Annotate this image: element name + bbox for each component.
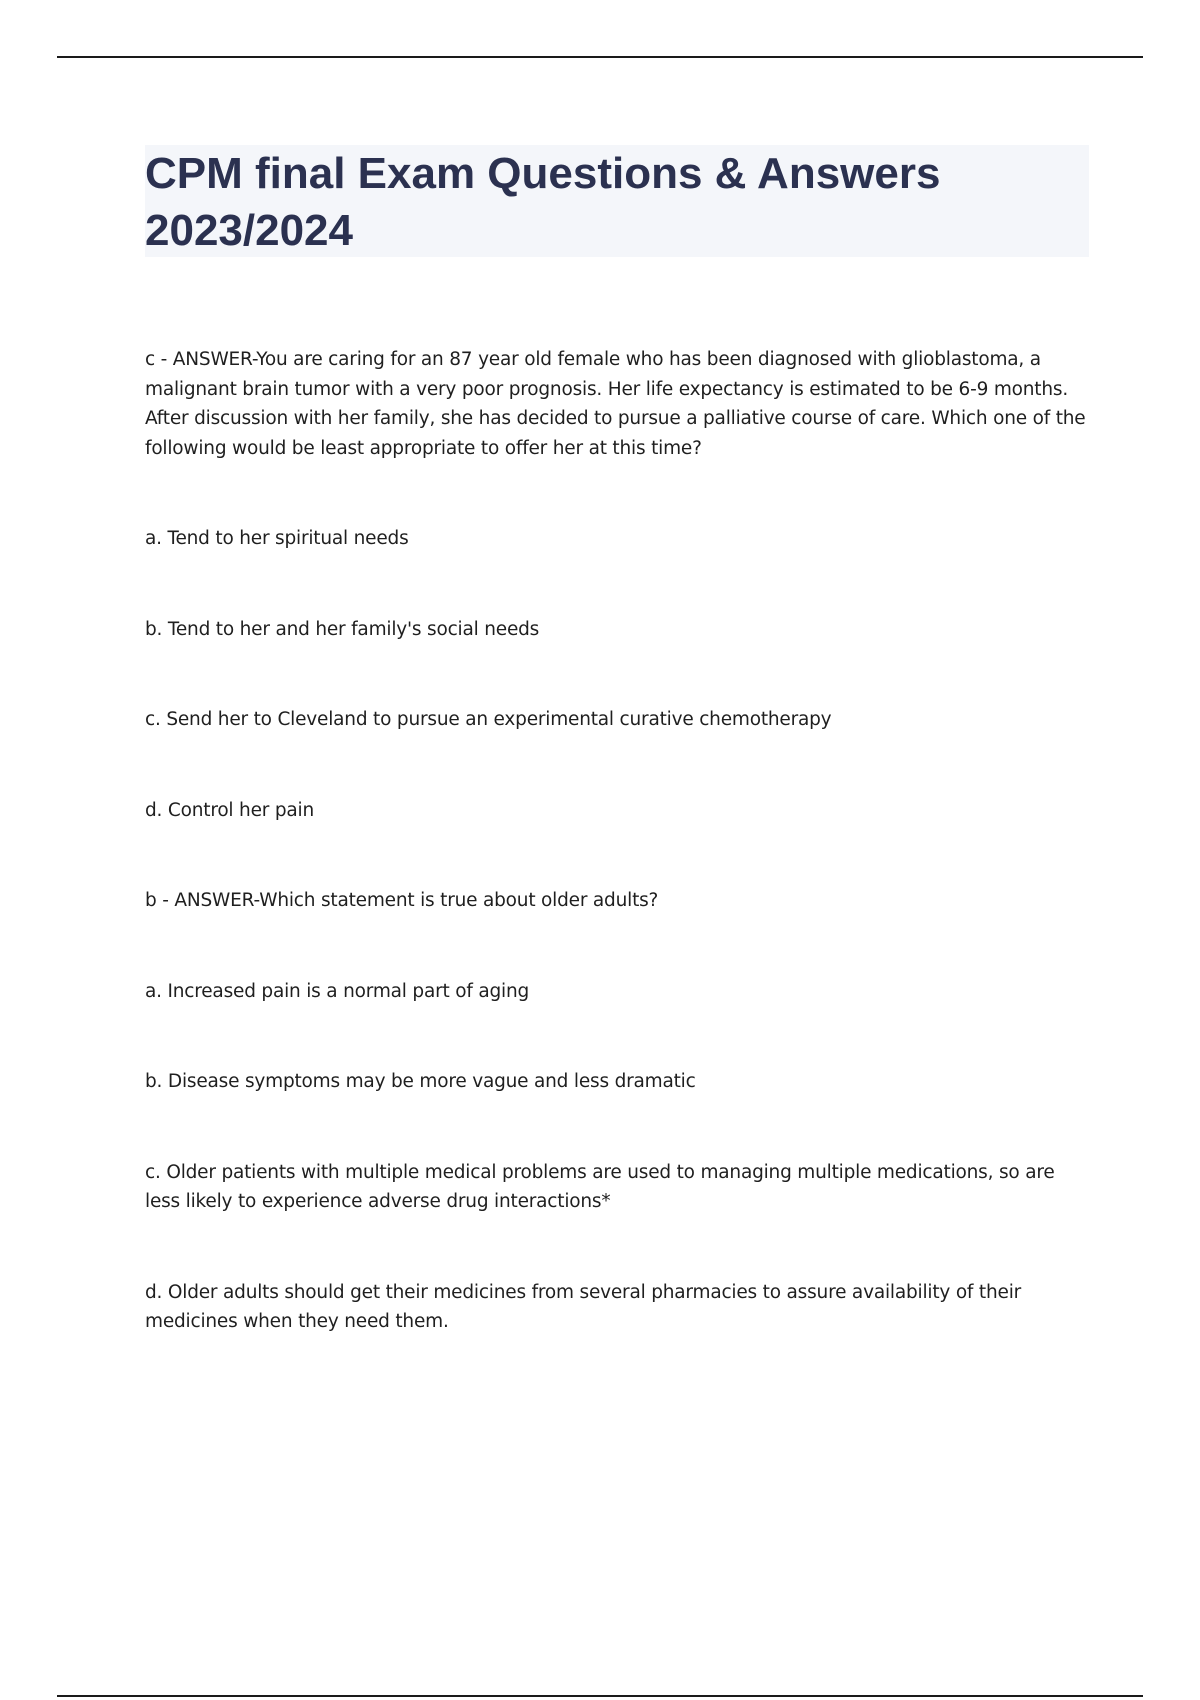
- question-1-option-d: d. Control her pain: [145, 799, 314, 821]
- question-2-option-d: d. Older adults should get their medicines from several pharmacies to assure availability of their medicines when they need them.: [145, 1281, 1022, 1332]
- question-2-option-a: a. Increased pain is a normal part of aging: [145, 980, 530, 1002]
- top-divider: [57, 56, 1143, 58]
- document-title: CPM final Exam Questions & Answers 2023/2024: [145, 149, 941, 255]
- question-2-option-b: b. Disease symptoms may be more vague and less dramatic: [145, 1071, 696, 1092]
- question-2-option-c: c. Older patients with multiple medical problems are used to managing multiple medications, so are less likely to experience adverse drug interactions*: [145, 1161, 1055, 1212]
- question-1-option-b: b. Tend to her and her family's social needs: [145, 618, 540, 640]
- question-1-option-c: c. Send her to Cleveland to pursue an experimental curative chemotherapy: [145, 709, 832, 730]
- question-2-stem: b - ANSWER-Which statement is true about older adults?: [145, 890, 659, 911]
- title-banner: [145, 145, 1089, 257]
- bottom-divider: [57, 1695, 1143, 1697]
- document-body: [145, 345, 1090, 1398]
- question-1-option-a: a. Tend to her spiritual needs: [145, 528, 409, 549]
- question-1-stem: c - ANSWER-You are caring for an 87 year old female who has been diagnosed with glioblastoma, a malignant brain tumor with a very poor prognosis. Her life expectancy is estimated to be 6-9 months. After discussion with her family, she has decided to pursue a palliative course of care. Which one of the following would be least appropriate to offer her at this time?: [145, 349, 1086, 459]
